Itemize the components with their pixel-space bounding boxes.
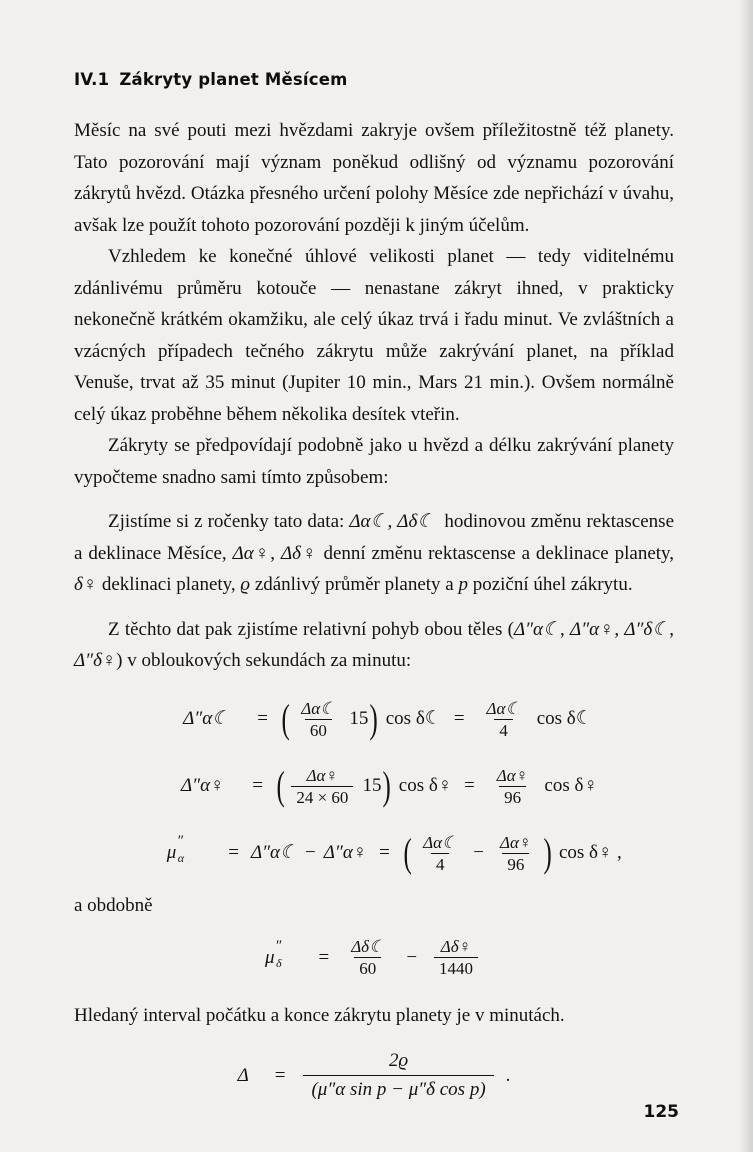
symbol-dd-delta-planet: Δ″δ♀ (74, 650, 117, 671)
data-intro-text: hodinovou změnu rektascense a deklinace Měsíce, (74, 511, 674, 564)
section-number: IV.1 (74, 70, 110, 89)
eq5-frac (303, 1050, 493, 1102)
eq1-equals: = (257, 708, 268, 730)
equation-1 (74, 695, 674, 741)
eq1-frac2-numerator: Δα☾ (486, 698, 521, 718)
eq2-equals-2: = (464, 775, 475, 797)
eq3-term2: Δ″α♀ (323, 842, 368, 864)
eq3-lhs-mu: μ (166, 842, 177, 864)
symbol-dd-delta-moon: Δ″δ☾ (624, 618, 670, 640)
symbol-dd-alpha-planet: Δ″α♀ (570, 618, 615, 640)
rel-prefix: Z těchto dat pak zjistíme relativní pohyb obou těles ( (108, 618, 514, 640)
eq4-equals: = (318, 946, 330, 968)
eq2-lhs: Δ″α♀ (181, 775, 225, 797)
eq3-equals: = (228, 842, 239, 864)
section-heading (74, 70, 674, 89)
symbol-p: p (458, 574, 468, 595)
eq4-lhs-mu: μ (264, 946, 275, 968)
eq4-lhs-sup: ″ (275, 937, 283, 954)
eq2-frac2 (492, 766, 534, 807)
eq4-frac1-denominator: 60 (354, 957, 381, 978)
eq2-frac2-numerator: Δα♀ (496, 765, 529, 785)
eq1-cos2: cos δ☾ (536, 708, 593, 730)
eq2-frac2-denominator: 96 (499, 786, 526, 807)
eq3-minus: − (305, 842, 316, 864)
eq4-frac2-denominator: 1440 (434, 957, 478, 978)
eq2-equals: = (252, 775, 264, 797)
eq1-equals-2: = (453, 708, 465, 730)
eq4-minus: − (406, 946, 418, 968)
eq3-frac2 (495, 833, 537, 874)
paragraph-data-list: Zjistíme si z ročenky tato data: Δα☾, Δδ☾ hodinovou změnu rektascense a deklinace Měsíce, Δα♀, Δδ♀ denní změnu rektascense a deklinace planety, δ♀ deklinaci planety, ϱ zdánlivý průměr planety a p poziční úhel zákrytu. (74, 511, 675, 595)
eq3-frac1-numerator: Δα☾ (423, 832, 458, 852)
paragraph-3: Zákryty se předpovídají podobně jako u hvězd a délku zakrývání planety vypočteme snadno sami tímto způsobem: (74, 435, 674, 488)
symbol-delta-alpha-planet: Δα♀ (232, 542, 271, 564)
eq5-numerator: 2ϱ (388, 1049, 409, 1071)
eq3-frac1 (418, 833, 462, 874)
eq5-trailing-period: . (505, 1064, 511, 1086)
eq3-equals-2: = (379, 842, 390, 864)
eq4-lhs (264, 937, 307, 970)
eq2-cos1: cos δ♀ (398, 775, 453, 797)
eq3-frac2-denominator: 96 (502, 853, 529, 874)
eq1-cos1: cos δ☾ (385, 708, 442, 730)
data-p-text: poziční úhel zákrytu. (472, 574, 633, 595)
eq3-lhs (126, 833, 216, 866)
data-intro-prefix: Zjistíme si z ročenky tato data: (108, 511, 350, 532)
eq3-frac2-numerator: Δα♀ (499, 832, 532, 852)
eq5-denominator-text: (μ″α sin p − μ″δ cos p) (311, 1078, 486, 1100)
eq1-lhs: Δ″α☾ (183, 708, 230, 730)
eq4-frac1 (346, 937, 389, 978)
eq2-left-paren: ( (276, 762, 285, 808)
equation-3 (74, 829, 674, 875)
eq5-lhs: Δ (237, 1064, 249, 1086)
symbol-delta-delta-moon: Δδ☾ (397, 511, 435, 532)
eq3-cos: cos δ♀ , (558, 842, 622, 864)
paragraph-2: Vzhledem ke konečné úhlové velikosti planet — tedy viditelnému zdánlivému průměru kotouče — nenastane zákryt ihned, v prakticky nekonečně krátkém okamžiku, ale celý úkaz trvá i řadu minut. Ve zvláštních a vzácných případech tečného zákrytu může zakrývání planet, na příklad Venuše, trvat až 35 minut (Jupiter 10 min., Mars 21 min.). Ovšem normálně celý úkaz proběhne během několika desítek vteřin. (74, 246, 674, 425)
eq3-left-paren: ( (403, 829, 412, 875)
eq1-left-paren: ( (281, 695, 290, 741)
paragraph-relative-motion: Z těchto dat pak zjistíme relativní pohyb obou těles (Δ″α☾, Δ″α♀, Δ″δ☾, Δ″δ♀) v obloukových sekundách za minutu: (74, 618, 675, 671)
eq2-factor: 15 (362, 775, 382, 797)
paragraph-a-obdobne: a obdobně (74, 894, 153, 916)
page-content (74, 70, 674, 1101)
eq1-frac2 (482, 699, 526, 740)
eq1-frac1-numerator: Δα☾ (301, 698, 336, 718)
eq2-cos2: cos δ♀ (544, 775, 598, 797)
eq1-right-paren: ) (369, 695, 379, 741)
data-mid-text: denní změnu rektascense a deklinace planety, (323, 542, 675, 564)
equation-2 (74, 762, 674, 808)
eq3-minus-2: − (473, 842, 484, 864)
equation-4 (74, 937, 674, 978)
data-rho-text: zdánlivý průměr planety a (254, 574, 454, 595)
rel-suffix: ) v obloukových sekundách za minutu: (116, 650, 412, 671)
paragraph-1: Měsíc na své pouti mezi hvězdami zakryje ovšem příležitostně též planety. Tato pozorování mají význam poněkud odlišný od významu pozorování zákrytů hvězd. Otázka přesného určení polohy Měsíce zde nepřichází v úvahu, avšak lze použít tohoto pozorování později k jiným účelům. (74, 120, 674, 236)
eq3-term1: Δ″α☾ (250, 842, 298, 864)
eq4-frac2 (434, 937, 478, 978)
eq1-frac2-denominator: 4 (494, 719, 513, 740)
symbol-dd-alpha-moon: Δ″α☾ (513, 618, 561, 640)
eq3-frac1-denominator: 4 (431, 853, 450, 874)
paragraph-hledany-interval: Hledaný interval počátku a konce zákrytu planety je v minutách. (74, 1005, 565, 1027)
eq1-frac1-denominator: 60 (305, 719, 332, 740)
eq4-lhs-sub: δ (275, 955, 282, 970)
eq1-factor: 15 (349, 708, 369, 730)
eq5-equals: = (274, 1064, 286, 1086)
eq2-frac1-numerator: Δα♀ (306, 765, 339, 785)
equation-5 (74, 1050, 674, 1102)
eq3-lhs-sup: ″ (177, 833, 184, 850)
eq2-frac1 (291, 766, 353, 807)
eq3-right-paren: ) (543, 829, 552, 875)
eq2-right-paren: ) (382, 762, 392, 808)
eq5-denominator (303, 1075, 493, 1102)
eq1-frac1 (296, 699, 340, 740)
data-decl-text: deklinaci planety, (101, 574, 236, 595)
page-number: 125 (643, 1102, 679, 1122)
section-title-text: Zákryty planet Měsícem (119, 70, 348, 89)
symbol-delta-alpha-moon: Δα☾ (349, 511, 388, 532)
symbol-rho: ϱ (240, 574, 251, 595)
eq3-lhs-sub: α (177, 851, 185, 866)
symbol-delta-planet: δ♀ (74, 574, 98, 595)
eq4-frac1-numerator: Δδ☾ (351, 937, 385, 957)
eq2-frac1-denominator: 24 × 60 (291, 786, 353, 807)
symbol-delta-delta-planet: Δδ♀ (280, 542, 318, 564)
eq4-frac2-numerator: Δδ♀ (440, 937, 472, 957)
